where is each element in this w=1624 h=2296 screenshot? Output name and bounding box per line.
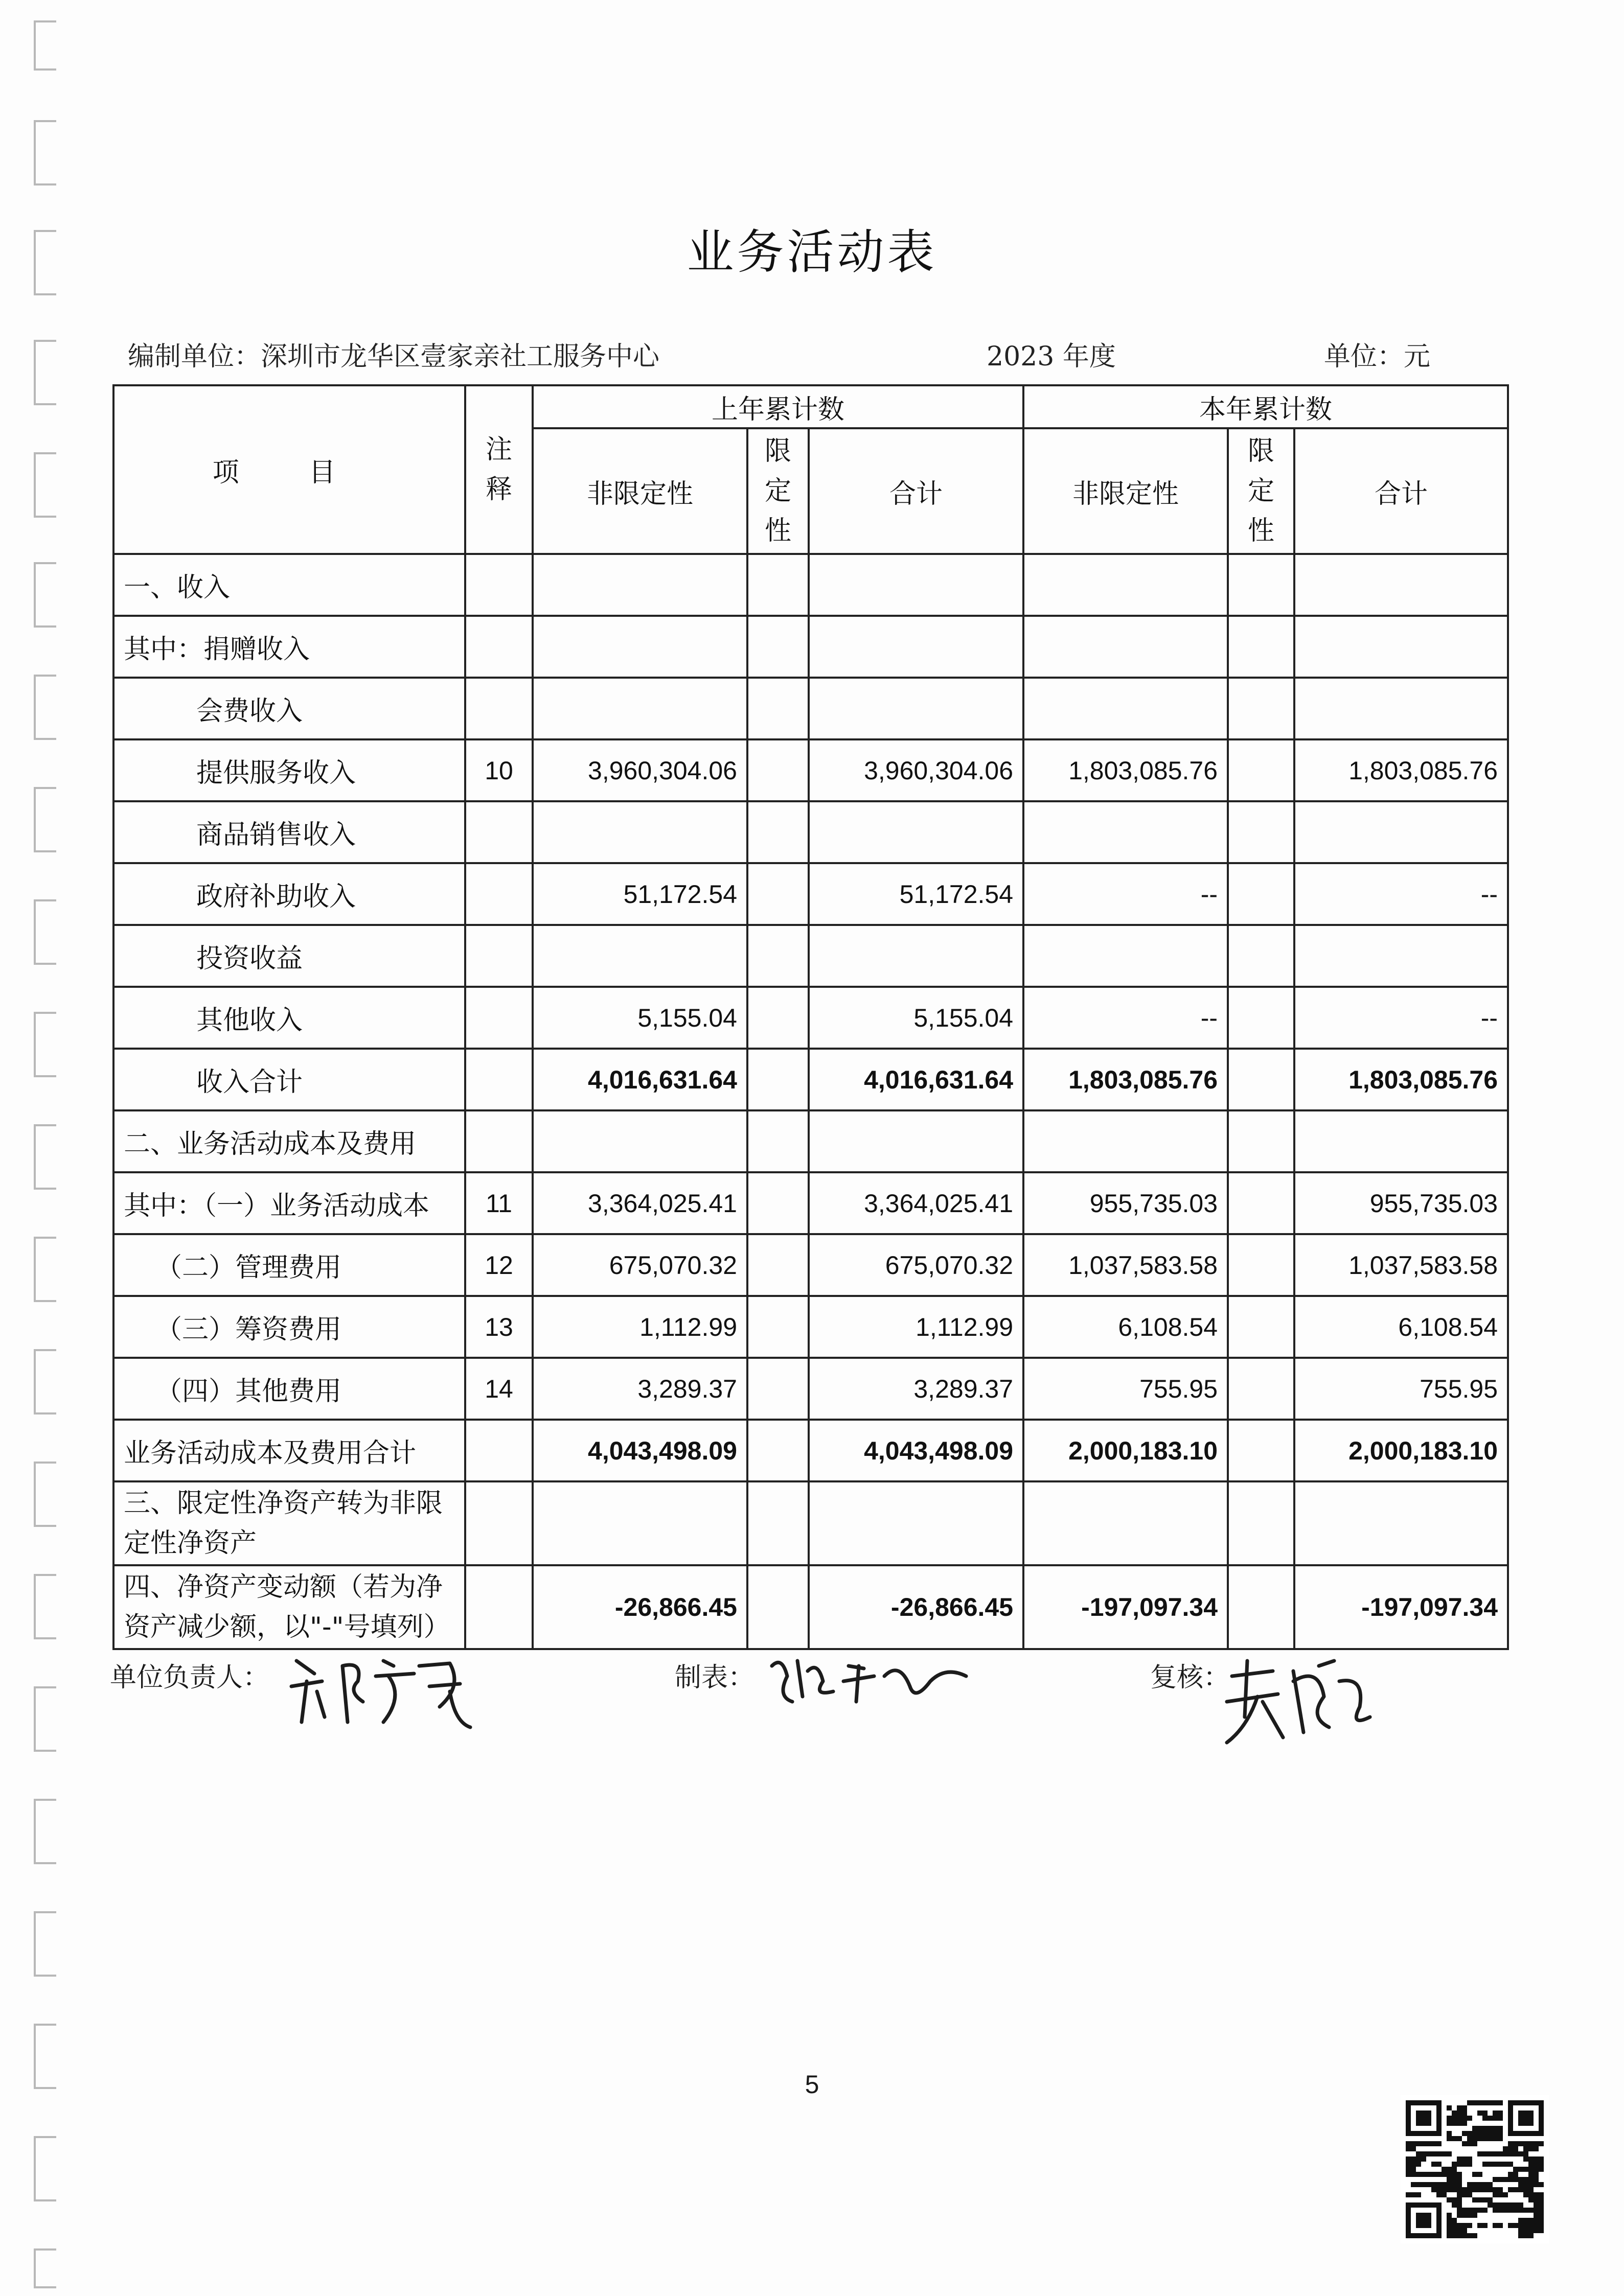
cell-curr-total (1294, 1481, 1508, 1565)
binder-mark (34, 120, 56, 185)
binder-mark (34, 1012, 56, 1077)
cell-curr-unrestricted: 1,037,583.58 (1023, 1234, 1228, 1296)
cell-prev-total (809, 1110, 1023, 1172)
row-item-label: 收入合计 (113, 1049, 465, 1110)
row-item-label: 四、净资产变动额（若为净资产减少额，以"-"号填列） (113, 1565, 465, 1649)
cell-prev-restricted (747, 1234, 809, 1296)
cell-prev-total (809, 925, 1023, 987)
binder-mark (34, 562, 56, 628)
cell-curr-restricted (1228, 1481, 1294, 1565)
cell-curr-unrestricted (1023, 1110, 1228, 1172)
cell-curr-restricted (1228, 616, 1294, 678)
reviewer-signature (1217, 1651, 1385, 1748)
binder-mark (34, 340, 56, 405)
cell-curr-total (1294, 554, 1508, 616)
row-item-label: （二）管理费用 (113, 1234, 465, 1296)
cell-prev-restricted (747, 616, 809, 678)
cell-prev-unrestricted: 4,016,631.64 (533, 1049, 747, 1110)
cell-curr-unrestricted: 6,108.54 (1023, 1296, 1228, 1358)
binder-mark (34, 20, 56, 71)
cell-prev-unrestricted: 3,960,304.06 (533, 739, 747, 801)
org-label: 编制单位： (128, 341, 261, 372)
table-row (113, 1565, 1508, 1649)
row-item-label: （四）其他费用 (113, 1358, 465, 1420)
cell-prev-unrestricted: 51,172.54 (533, 863, 747, 925)
cell-prev-unrestricted: 3,289.37 (533, 1358, 747, 1420)
cell-prev-unrestricted: 3,364,025.41 (533, 1172, 747, 1234)
binder-mark (34, 1462, 56, 1527)
row-item-label: 会费收入 (113, 678, 465, 739)
cell-prev-total (809, 1481, 1023, 1565)
cell-curr-total (1294, 801, 1508, 863)
org-line (128, 335, 659, 373)
table-row (113, 1234, 1508, 1296)
cell-prev-unrestricted (533, 1110, 747, 1172)
cell-curr-restricted (1228, 987, 1294, 1049)
cell-curr-total: 2,000,183.10 (1294, 1420, 1508, 1481)
column-header-curr-total: 合计 (1294, 428, 1508, 554)
table-row (113, 1172, 1508, 1234)
table-row (113, 554, 1508, 616)
table-body (113, 554, 1508, 1649)
column-header-prev-restricted: 限定性 (747, 428, 809, 554)
table-row (113, 1420, 1508, 1481)
cell-curr-unrestricted (1023, 1481, 1228, 1565)
cell-curr-total: 955,735.03 (1294, 1172, 1508, 1234)
column-header-curr-restricted: 限定性 (1228, 428, 1294, 554)
cell-prev-unrestricted: 1,112.99 (533, 1296, 747, 1358)
cell-prev-total: 51,172.54 (809, 863, 1023, 925)
cell-prev-total: 3,960,304.06 (809, 739, 1023, 801)
cell-prev-total (809, 678, 1023, 739)
org-name: 深圳市龙华区壹家亲社工服务中心 (261, 341, 660, 372)
cell-prev-total: 675,070.32 (809, 1234, 1023, 1296)
binder-mark (34, 452, 56, 518)
cell-prev-total (809, 554, 1023, 616)
cell-curr-unrestricted: -197,097.34 (1023, 1565, 1228, 1649)
table-row (113, 1049, 1508, 1110)
cell-prev-total: 3,289.37 (809, 1358, 1023, 1420)
cell-note: 14 (465, 1358, 533, 1420)
cell-prev-unrestricted (533, 554, 747, 616)
cell-prev-restricted (747, 1481, 809, 1565)
cell-prev-total (809, 801, 1023, 863)
cell-note: 13 (465, 1296, 533, 1358)
cell-curr-restricted (1228, 1172, 1294, 1234)
table-row (113, 987, 1508, 1049)
currency-unit: 单位：元 (1324, 341, 1431, 372)
binder-mark (34, 675, 56, 740)
cell-prev-restricted (747, 801, 809, 863)
cell-prev-restricted (747, 1049, 809, 1110)
cell-prev-total (809, 616, 1023, 678)
header-row-1 (113, 385, 1508, 428)
cell-curr-total: 1,803,085.76 (1294, 1049, 1508, 1110)
cell-prev-restricted (747, 987, 809, 1049)
cell-prev-total: 4,043,498.09 (809, 1420, 1023, 1481)
row-item-label: 一、收入 (113, 554, 465, 616)
cell-prev-restricted (747, 925, 809, 987)
cell-prev-unrestricted: 5,155.04 (533, 987, 747, 1049)
cell-curr-total: 755.95 (1294, 1358, 1508, 1420)
cell-prev-total: 3,364,025.41 (809, 1172, 1023, 1234)
binder-mark (34, 1911, 56, 1977)
cell-curr-total: -197,097.34 (1294, 1565, 1508, 1649)
cell-curr-restricted (1228, 678, 1294, 739)
report-period: 2023 年度 (987, 341, 1116, 372)
cell-curr-unrestricted (1023, 678, 1228, 739)
cell-prev-unrestricted (533, 1481, 747, 1565)
column-header-prev-unrestricted: 非限定性 (533, 428, 747, 554)
table-row (113, 925, 1508, 987)
table-row (113, 801, 1508, 863)
cell-curr-total (1294, 616, 1508, 678)
row-item-label: 其他收入 (113, 987, 465, 1049)
cell-curr-restricted (1228, 1296, 1294, 1358)
cell-note (465, 554, 533, 616)
head-signature (286, 1645, 501, 1732)
cell-prev-unrestricted (533, 925, 747, 987)
row-item-label: 商品销售收入 (113, 801, 465, 863)
cell-curr-total: 1,037,583.58 (1294, 1234, 1508, 1296)
cell-curr-unrestricted (1023, 554, 1228, 616)
cell-curr-restricted (1228, 554, 1294, 616)
cell-note (465, 925, 533, 987)
reviewer-label: 复核： (1150, 1662, 1230, 1693)
binder-mark (34, 787, 56, 852)
cell-prev-unrestricted: -26,866.45 (533, 1565, 747, 1649)
table-row (113, 739, 1508, 801)
column-group-prev-year: 上年累计数 (533, 385, 1023, 428)
cell-curr-total: 1,803,085.76 (1294, 739, 1508, 801)
cell-curr-restricted (1228, 1420, 1294, 1481)
cell-prev-total: -26,866.45 (809, 1565, 1023, 1649)
cell-prev-restricted (747, 1172, 809, 1234)
cell-curr-unrestricted: 755.95 (1023, 1358, 1228, 1420)
column-header-item: 项 目 (113, 385, 465, 554)
cell-curr-unrestricted: -- (1023, 987, 1228, 1049)
table-row (113, 1296, 1508, 1358)
cell-curr-restricted (1228, 1358, 1294, 1420)
cell-curr-restricted (1228, 1234, 1294, 1296)
row-item-label: 提供服务收入 (113, 739, 465, 801)
table-row (113, 616, 1508, 678)
table-row (113, 1358, 1508, 1420)
cell-note (465, 987, 533, 1049)
binder-mark (34, 1686, 56, 1752)
cell-note: 10 (465, 739, 533, 801)
row-item-label: 其中：（一）业务活动成本 (113, 1172, 465, 1234)
cell-prev-unrestricted (533, 616, 747, 678)
cell-curr-restricted (1228, 1110, 1294, 1172)
activity-statement-table (112, 384, 1509, 1650)
cell-curr-unrestricted: 1,803,085.76 (1023, 739, 1228, 801)
cell-note: 11 (465, 1172, 533, 1234)
cell-note (465, 801, 533, 863)
binder-mark (34, 1124, 56, 1190)
cell-prev-unrestricted: 4,043,498.09 (533, 1420, 747, 1481)
cell-curr-restricted (1228, 739, 1294, 801)
page-title: 业务活动表 (687, 225, 937, 280)
prepared-by-label: 制表： (675, 1662, 755, 1693)
cell-prev-restricted (747, 1110, 809, 1172)
column-header-prev-total: 合计 (809, 428, 1023, 554)
cell-prev-unrestricted (533, 801, 747, 863)
cell-curr-total (1294, 678, 1508, 739)
preparer-signature (762, 1645, 976, 1712)
cell-curr-unrestricted (1023, 925, 1228, 987)
cell-curr-restricted (1228, 1049, 1294, 1110)
cell-prev-unrestricted (533, 678, 747, 739)
cell-curr-unrestricted: 2,000,183.10 (1023, 1420, 1228, 1481)
row-item-label: 政府补助收入 (113, 863, 465, 925)
binder-mark (34, 899, 56, 965)
row-item-label: 二、业务活动成本及费用 (113, 1110, 465, 1172)
cell-curr-unrestricted (1023, 801, 1228, 863)
binder-mark (34, 1574, 56, 1639)
cell-note (465, 1049, 533, 1110)
cell-curr-restricted (1228, 863, 1294, 925)
binder-mark (34, 2248, 56, 2288)
table-row (113, 863, 1508, 925)
column-header-curr-unrestricted: 非限定性 (1023, 428, 1228, 554)
cell-curr-total: -- (1294, 987, 1508, 1049)
row-item-label: 投资收益 (113, 925, 465, 987)
row-item-label: 业务活动成本及费用合计 (113, 1420, 465, 1481)
cell-note (465, 678, 533, 739)
cell-curr-total: -- (1294, 863, 1508, 925)
binder-mark (34, 1237, 56, 1302)
cell-curr-unrestricted: 955,735.03 (1023, 1172, 1228, 1234)
cell-prev-restricted (747, 1358, 809, 1420)
binder-mark (34, 1349, 56, 1414)
cell-note (465, 1110, 533, 1172)
cell-curr-restricted (1228, 1565, 1294, 1649)
cell-curr-unrestricted: 1,803,085.76 (1023, 1049, 1228, 1110)
row-item-label: 其中：捐赠收入 (113, 616, 465, 678)
head-signature-label: 单位负责人： (110, 1662, 270, 1693)
binder-mark (34, 2136, 56, 2201)
binder-mark (34, 1799, 56, 1864)
cell-curr-unrestricted (1023, 616, 1228, 678)
cell-note: 12 (465, 1234, 533, 1296)
table-row (113, 1481, 1508, 1565)
cell-curr-unrestricted: -- (1023, 863, 1228, 925)
cell-curr-restricted (1228, 925, 1294, 987)
cell-curr-restricted (1228, 801, 1294, 863)
cell-prev-restricted (747, 554, 809, 616)
column-header-note: 注释 (465, 385, 533, 554)
qr-code (1401, 2095, 1549, 2243)
cell-prev-restricted (747, 1296, 809, 1358)
cell-note (465, 1420, 533, 1481)
row-item-label: （三）筹资费用 (113, 1296, 465, 1358)
row-item-label: 三、限定性净资产转为非限定性净资产 (113, 1481, 465, 1565)
column-group-curr-year: 本年累计数 (1023, 385, 1508, 428)
table-row (113, 678, 1508, 739)
cell-prev-restricted (747, 863, 809, 925)
cell-curr-total (1294, 925, 1508, 987)
cell-note (465, 616, 533, 678)
cell-prev-unrestricted: 675,070.32 (533, 1234, 747, 1296)
cell-prev-restricted (747, 739, 809, 801)
cell-prev-restricted (747, 678, 809, 739)
cell-prev-total: 4,016,631.64 (809, 1049, 1023, 1110)
page-number: 5 (805, 2070, 819, 2099)
cell-prev-restricted (747, 1565, 809, 1649)
cell-prev-total: 1,112.99 (809, 1296, 1023, 1358)
cell-prev-total: 5,155.04 (809, 987, 1023, 1049)
table-row (113, 1110, 1508, 1172)
cell-curr-total (1294, 1110, 1508, 1172)
cell-note (465, 863, 533, 925)
cell-note (465, 1481, 533, 1565)
cell-note (465, 1565, 533, 1649)
cell-curr-total: 6,108.54 (1294, 1296, 1508, 1358)
cell-prev-restricted (747, 1420, 809, 1481)
